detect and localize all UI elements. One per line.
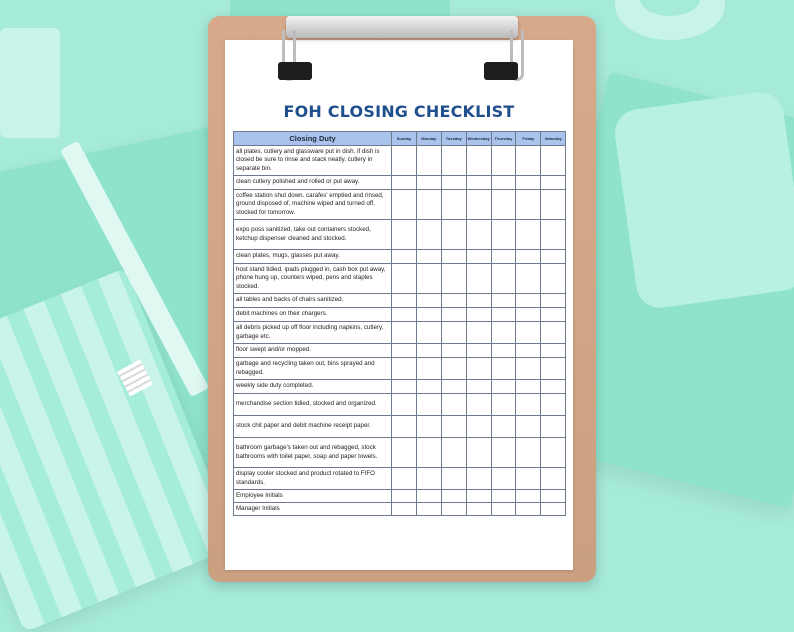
table-row: [234, 264, 566, 294]
table-row: [234, 358, 566, 380]
day-checkbox-cell[interactable]: [491, 344, 516, 358]
day-checkbox-cell[interactable]: [416, 146, 441, 176]
day-checkbox-cell[interactable]: [466, 380, 491, 394]
day-checkbox-cell[interactable]: [466, 294, 491, 308]
day-checkbox-cell[interactable]: [392, 438, 417, 468]
day-checkbox-cell[interactable]: [466, 322, 491, 344]
day-checkbox-cell[interactable]: [416, 394, 441, 416]
clip-grip-left: [278, 62, 312, 80]
day-checkbox-cell[interactable]: [466, 220, 491, 250]
column-header-day: Thursday: [491, 132, 516, 146]
column-header-day: Tuesday: [441, 132, 466, 146]
day-checkbox-cell[interactable]: [541, 220, 566, 250]
day-checkbox-cell[interactable]: [516, 416, 541, 438]
duty-label: host stand tidied. ipads plugged in, cash box put away, phone hung up, counters wiped, pens and staples stocked.: [234, 264, 392, 294]
day-checkbox-cell[interactable]: [466, 176, 491, 190]
day-checkbox-cell[interactable]: [541, 250, 566, 264]
day-checkbox-cell[interactable]: [541, 190, 566, 220]
day-checkbox-cell[interactable]: [416, 190, 441, 220]
day-checkbox-cell[interactable]: [516, 250, 541, 264]
day-checkbox-cell[interactable]: [516, 490, 541, 503]
day-checkbox-cell[interactable]: [416, 294, 441, 308]
day-checkbox-cell[interactable]: [416, 358, 441, 380]
day-checkbox-cell[interactable]: [392, 176, 417, 190]
day-checkbox-cell[interactable]: [441, 416, 466, 438]
table-row: [234, 308, 566, 322]
day-checkbox-cell[interactable]: [441, 322, 466, 344]
duty-label: merchandise section tidied, stocked and organized.: [234, 394, 392, 416]
day-checkbox-cell[interactable]: [441, 250, 466, 264]
day-checkbox-cell[interactable]: [416, 308, 441, 322]
day-checkbox-cell[interactable]: [516, 438, 541, 468]
day-checkbox-cell[interactable]: [441, 503, 466, 516]
column-header-closing-duty: Closing Duty: [234, 132, 392, 146]
day-checkbox-cell[interactable]: [416, 490, 441, 503]
day-checkbox-cell[interactable]: [441, 438, 466, 468]
day-checkbox-cell[interactable]: [491, 308, 516, 322]
duty-label: stock chit paper and debit machine receipt paper.: [234, 416, 392, 438]
day-checkbox-cell[interactable]: [491, 380, 516, 394]
day-checkbox-cell[interactable]: [466, 468, 491, 490]
day-checkbox-cell[interactable]: [491, 468, 516, 490]
day-checkbox-cell[interactable]: [392, 468, 417, 490]
day-checkbox-cell[interactable]: [541, 358, 566, 380]
day-checkbox-cell[interactable]: [466, 416, 491, 438]
day-checkbox-cell[interactable]: [541, 394, 566, 416]
day-checkbox-cell[interactable]: [392, 294, 417, 308]
day-checkbox-cell[interactable]: [541, 416, 566, 438]
table-header-row: [234, 132, 566, 146]
day-checkbox-cell[interactable]: [516, 176, 541, 190]
checklist-body: [234, 146, 566, 516]
day-checkbox-cell[interactable]: [392, 490, 417, 503]
day-checkbox-cell[interactable]: [516, 308, 541, 322]
day-checkbox-cell[interactable]: [416, 220, 441, 250]
table-row: [234, 146, 566, 176]
day-checkbox-cell[interactable]: [416, 322, 441, 344]
day-checkbox-cell[interactable]: [392, 416, 417, 438]
duty-label: floor swept and/or mopped.: [234, 344, 392, 358]
day-checkbox-cell[interactable]: [392, 146, 417, 176]
duty-label: Manager Initials: [234, 503, 392, 516]
day-checkbox-cell[interactable]: [416, 416, 441, 438]
table-row: [234, 490, 566, 503]
day-checkbox-cell[interactable]: [392, 394, 417, 416]
table-row: [234, 438, 566, 468]
day-checkbox-cell[interactable]: [416, 264, 441, 294]
day-checkbox-cell[interactable]: [466, 344, 491, 358]
duty-label: all plates, cutlery and glassware put in dish. if dish is closed be sure to rinse and stack neatly. cutlery in separate bin.: [234, 146, 392, 176]
table-row: [234, 322, 566, 344]
day-checkbox-cell[interactable]: [416, 503, 441, 516]
day-checkbox-cell[interactable]: [392, 308, 417, 322]
day-checkbox-cell[interactable]: [491, 503, 516, 516]
background-eraser: [0, 28, 60, 138]
day-checkbox-cell[interactable]: [541, 438, 566, 468]
day-checkbox-cell[interactable]: [491, 190, 516, 220]
day-checkbox-cell[interactable]: [516, 380, 541, 394]
column-header-day: Wednesday: [466, 132, 491, 146]
day-checkbox-cell[interactable]: [516, 394, 541, 416]
day-checkbox-cell[interactable]: [416, 250, 441, 264]
day-checkbox-cell[interactable]: [416, 468, 441, 490]
day-checkbox-cell[interactable]: [392, 380, 417, 394]
day-checkbox-cell[interactable]: [516, 190, 541, 220]
table-row: [234, 190, 566, 220]
day-checkbox-cell[interactable]: [466, 250, 491, 264]
duty-label: all debris picked up off floor including napkins, cutlery, garbage etc.: [234, 322, 392, 344]
clipboard-clip-plate: [286, 16, 518, 38]
closing-checklist-table: [233, 131, 566, 516]
day-checkbox-cell[interactable]: [541, 490, 566, 503]
day-checkbox-cell[interactable]: [516, 503, 541, 516]
page-title: FOH CLOSING CHECKLIST: [283, 102, 515, 121]
day-checkbox-cell[interactable]: [491, 358, 516, 380]
day-checkbox-cell[interactable]: [466, 490, 491, 503]
day-checkbox-cell[interactable]: [516, 146, 541, 176]
duty-label: Employee Initials: [234, 490, 392, 503]
duty-label: debit machines on their chargers.: [234, 308, 392, 322]
day-checkbox-cell[interactable]: [392, 220, 417, 250]
day-checkbox-cell[interactable]: [491, 264, 516, 294]
duty-label: clean cutlery polished and rolled or put away.: [234, 176, 392, 190]
day-checkbox-cell[interactable]: [466, 503, 491, 516]
column-header-day: Sunday: [392, 132, 417, 146]
day-checkbox-cell[interactable]: [541, 294, 566, 308]
day-checkbox-cell[interactable]: [441, 264, 466, 294]
day-checkbox-cell[interactable]: [541, 308, 566, 322]
day-checkbox-cell[interactable]: [491, 250, 516, 264]
column-header-day: Friday: [516, 132, 541, 146]
day-checkbox-cell[interactable]: [491, 176, 516, 190]
day-checkbox-cell[interactable]: [491, 294, 516, 308]
table-row: [234, 250, 566, 264]
day-checkbox-cell[interactable]: [392, 344, 417, 358]
table-row: [234, 220, 566, 250]
day-checkbox-cell[interactable]: [541, 468, 566, 490]
day-checkbox-cell[interactable]: [516, 468, 541, 490]
day-checkbox-cell[interactable]: [392, 322, 417, 344]
column-header-day: Monday: [416, 132, 441, 146]
day-checkbox-cell[interactable]: [516, 358, 541, 380]
table-row: [234, 503, 566, 516]
day-checkbox-cell[interactable]: [491, 220, 516, 250]
day-checkbox-cell[interactable]: [466, 308, 491, 322]
day-checkbox-cell[interactable]: [441, 358, 466, 380]
duty-label: weekly side duty completed.: [234, 380, 392, 394]
day-checkbox-cell[interactable]: [491, 490, 516, 503]
day-checkbox-cell[interactable]: [516, 344, 541, 358]
table-row: [234, 416, 566, 438]
day-checkbox-cell[interactable]: [466, 438, 491, 468]
column-header-day: Saturday: [541, 132, 566, 146]
day-checkbox-cell[interactable]: [392, 190, 417, 220]
table-row: [234, 380, 566, 394]
day-checkbox-cell[interactable]: [416, 380, 441, 394]
duty-label: all tables and backs of chairs sanitized.: [234, 294, 392, 308]
day-checkbox-cell[interactable]: [466, 394, 491, 416]
day-checkbox-cell[interactable]: [541, 264, 566, 294]
duty-label: coffee station shut down. carafes' emptied and rinsed, ground disposed of, machine wiped and turned off. stocked for tomorrow.: [234, 190, 392, 220]
day-checkbox-cell[interactable]: [491, 322, 516, 344]
table-row: [234, 468, 566, 490]
day-checkbox-cell[interactable]: [441, 146, 466, 176]
day-checkbox-cell[interactable]: [516, 294, 541, 308]
duty-label: display cooler stocked and product rotated to FIFO standards.: [234, 468, 392, 490]
day-checkbox-cell[interactable]: [441, 490, 466, 503]
day-checkbox-cell[interactable]: [491, 394, 516, 416]
table-row: [234, 394, 566, 416]
duty-label: clean plates, mugs, glasses put away.: [234, 250, 392, 264]
day-checkbox-cell[interactable]: [441, 176, 466, 190]
duty-label: garbage and recycling taken out, bins sprayed and rebagged.: [234, 358, 392, 380]
day-checkbox-cell[interactable]: [392, 358, 417, 380]
day-checkbox-cell[interactable]: [441, 190, 466, 220]
day-checkbox-cell[interactable]: [441, 308, 466, 322]
day-checkbox-cell[interactable]: [441, 344, 466, 358]
day-checkbox-cell[interactable]: [541, 344, 566, 358]
day-checkbox-cell[interactable]: [516, 220, 541, 250]
table-row: [234, 294, 566, 308]
day-checkbox-cell[interactable]: [441, 468, 466, 490]
day-checkbox-cell[interactable]: [416, 438, 441, 468]
day-checkbox-cell[interactable]: [441, 394, 466, 416]
clip-grip-right: [484, 62, 518, 80]
day-checkbox-cell[interactable]: [541, 146, 566, 176]
day-checkbox-cell[interactable]: [392, 250, 417, 264]
background-sticky-notes: [612, 89, 794, 311]
day-checkbox-cell[interactable]: [441, 220, 466, 250]
day-checkbox-cell[interactable]: [466, 146, 491, 176]
day-checkbox-cell[interactable]: [516, 264, 541, 294]
day-checkbox-cell[interactable]: [516, 322, 541, 344]
day-checkbox-cell[interactable]: [466, 264, 491, 294]
table-row: [234, 176, 566, 190]
day-checkbox-cell[interactable]: [491, 416, 516, 438]
day-checkbox-cell[interactable]: [541, 322, 566, 344]
day-checkbox-cell[interactable]: [416, 344, 441, 358]
day-checkbox-cell[interactable]: [392, 264, 417, 294]
day-checkbox-cell[interactable]: [541, 503, 566, 516]
duty-label: bathroom garbage's taken out and rebagged, stock bathrooms with toilet paper, soap and paper towels.: [234, 438, 392, 468]
day-checkbox-cell[interactable]: [392, 503, 417, 516]
table-row: [234, 344, 566, 358]
day-checkbox-cell[interactable]: [541, 176, 566, 190]
duty-label: expo poss sanitized, take out containers stocked, ketchup dispenser cleaned and stocked.: [234, 220, 392, 250]
day-checkbox-cell[interactable]: [466, 190, 491, 220]
day-checkbox-cell[interactable]: [541, 380, 566, 394]
day-checkbox-cell[interactable]: [466, 358, 491, 380]
day-checkbox-cell[interactable]: [441, 380, 466, 394]
day-checkbox-cell[interactable]: [416, 176, 441, 190]
day-checkbox-cell[interactable]: [491, 438, 516, 468]
day-checkbox-cell[interactable]: [441, 294, 466, 308]
day-checkbox-cell[interactable]: [491, 146, 516, 176]
